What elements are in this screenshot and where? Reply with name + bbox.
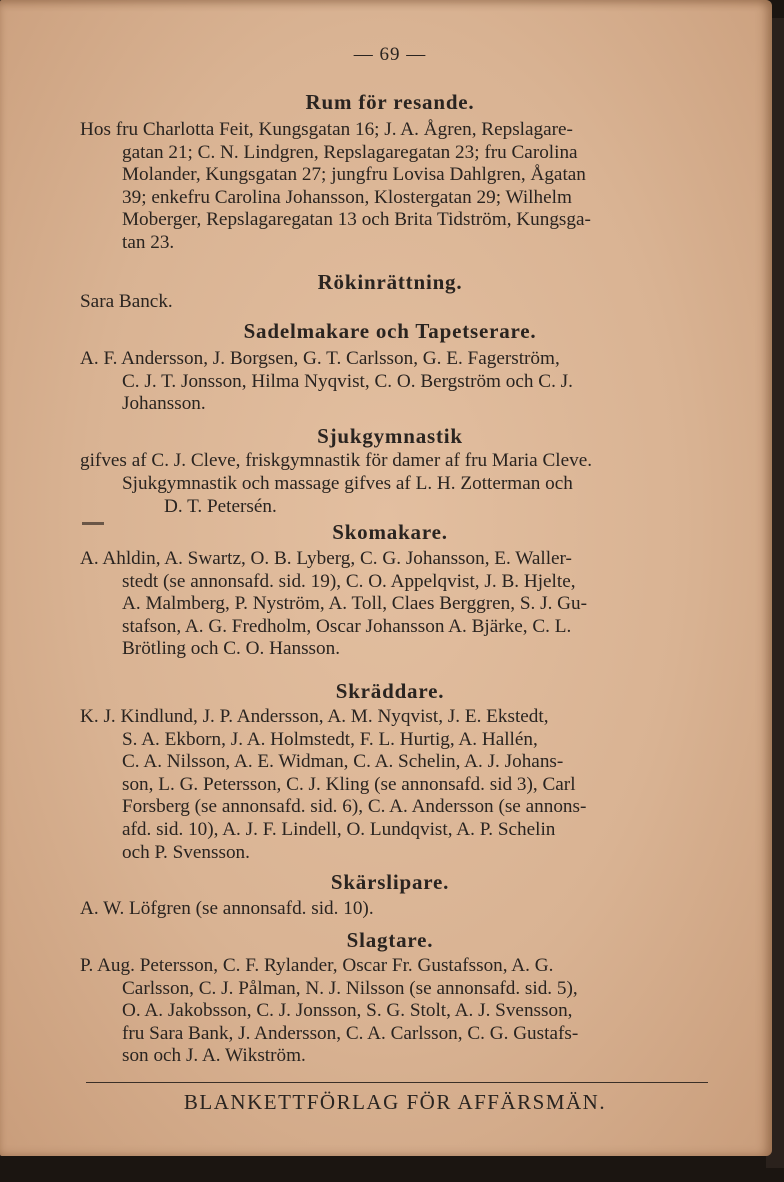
text-line: O. A. Jakobsson, C. J. Jonsson, S. G. Stolt, A. J. Svensson, — [122, 1000, 573, 1022]
text-line: afd. sid. 10), A. J. F. Lindell, O. Lundqvist, A. P. Schelin — [122, 818, 556, 840]
text-line: A. Malmberg, P. Nyström, A. Toll, Claes Berggren, S. J. Gu- — [122, 593, 588, 615]
section-heading-skarslipare: Skärslipare. — [330, 870, 450, 894]
text-line: K. J. Kindlund, J. P. Andersson, A. M. Nyqvist, J. E. Ekstedt, — [80, 706, 549, 727]
text-line: son och J. A. Wikström. — [122, 1045, 306, 1067]
text-line: Sjukgymnastik och massage gifves af L. H. Zotterman och — [122, 473, 573, 494]
text-line: P. Aug. Petersson, C. F. Rylander, Oscar Fr. Gustafsson, A. G. — [80, 955, 554, 976]
text-line: A. W. Löfgren (se annonsafd. sid. 10). — [80, 898, 374, 919]
entry-rum — [80, 119, 591, 255]
text-line: 39; enkefru Carolina Johansson, Klostergatan 29; Wilhelm — [122, 186, 572, 208]
section-heading-slagtare: Slagtare. — [346, 928, 434, 952]
text-line: gifves af C. J. Cleve, friskgymnastik för damer af fru Maria Cleve. — [80, 450, 593, 471]
page-number: — 69 — — [353, 44, 427, 65]
text-line: A. F. Andersson, J. Borgsen, G. T. Carlsson, G. E. Fagerström, — [80, 348, 560, 369]
text-line: C. A. Nilsson, A. E. Widman, C. A. Schelin, A. J. Johans- — [122, 751, 564, 773]
text-line: A. Ahldin, A. Swartz, O. B. Lyberg, C. G. Johansson, E. Waller- — [80, 548, 572, 569]
entry-skomakare — [80, 548, 587, 661]
text-line: Carlsson, C. J. Pålman, N. J. Nilsson (se annonsafd. sid. 5), — [122, 977, 578, 999]
text-line: tan 23. — [122, 231, 175, 253]
entry-slagtare — [80, 955, 578, 1068]
text-line: Brötling och C. O. Hansson. — [122, 638, 340, 660]
text-line: Hos fru Charlotta Feit, Kungsgatan 16; J. A. Ågren, Repslagare- — [80, 119, 573, 140]
entry-sjukgymnastik-1 — [80, 450, 592, 473]
section-heading-skraddare: Skräddare. — [335, 679, 445, 703]
text-line: Johansson. — [122, 393, 206, 415]
section-heading-sjukgymnastik: Sjukgymnastik — [317, 424, 463, 448]
text-line: gatan 21; C. N. Lindgren, Repslagaregatan 23; fru Carolina — [122, 141, 578, 163]
entry-skarslipare — [80, 898, 374, 921]
text-line: Molander, Kungsgatan 27; jungfru Lovisa Dahlgren, Ågatan — [122, 164, 586, 186]
entry-skraddare — [80, 706, 586, 864]
text-line: Sara Banck. — [80, 291, 173, 312]
entry-rokinrattning — [80, 291, 173, 314]
text-line: S. A. Ekborn, J. A. Holmstedt, F. L. Hurtig, A. Hallén, — [122, 728, 538, 750]
text-line: C. J. T. Jonsson, Hilma Nyqvist, C. O. Bergström och C. J. — [122, 370, 573, 392]
section-heading-rokinrattning: Rökinrättning. — [317, 270, 463, 294]
section-heading-rum: Rum för resande. — [305, 90, 475, 114]
text-line: stafson, A. G. Fredholm, Oscar Johansson A. Bjärke, C. L. — [122, 615, 572, 637]
entry-sjukgymnastik-2 — [122, 473, 573, 518]
entry-sadelmakare — [80, 348, 573, 416]
section-heading-skomakare: Skomakare. — [332, 520, 448, 544]
footer-text: BLANKETTFÖRLAG FÖR AFFÄRSMÄN. — [183, 1090, 607, 1114]
text-line: D. T. Petersén. — [164, 495, 277, 517]
text-line: son, L. G. Petersson, C. J. Kling (se annonsafd. sid 3), Carl — [122, 773, 576, 795]
text-line: stedt (se annonsafd. sid. 19), C. O. Appelqvist, J. B. Hjelte, — [122, 570, 576, 592]
footer-rule — [86, 1082, 708, 1083]
text-line: Forsberg (se annonsafd. sid. 6), C. A. Andersson (se annons- — [122, 796, 587, 818]
section-heading-sadelmakare: Sadelmakare och Tapetserare. — [243, 319, 537, 343]
text-line: och P. Svensson. — [122, 841, 250, 863]
text-line: fru Sara Bank, J. Andersson, C. A. Carlsson, C. G. Gustafs- — [122, 1022, 579, 1044]
text-line: Moberger, Repslagaregatan 13 och Brita Tidström, Kungsga- — [122, 209, 591, 231]
